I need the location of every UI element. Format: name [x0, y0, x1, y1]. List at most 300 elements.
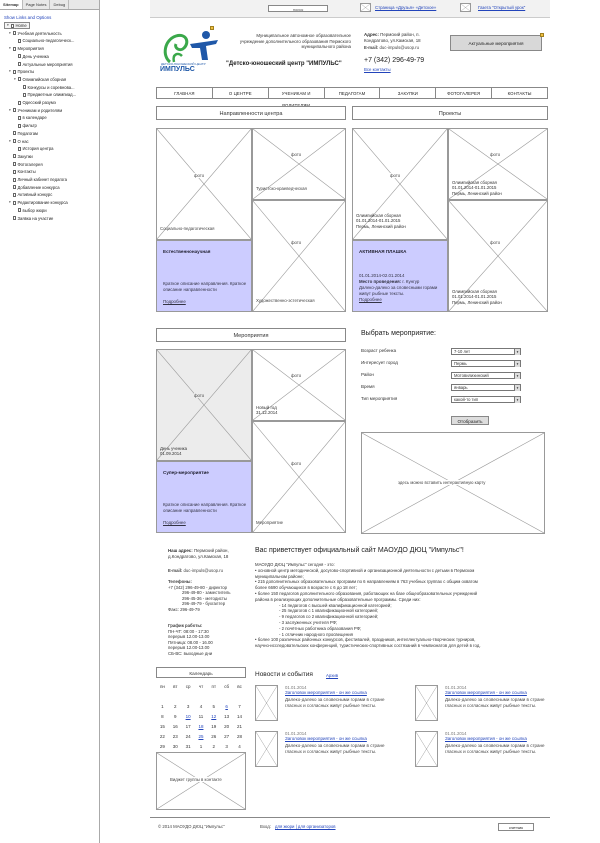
place-value: г. Кунгур: [402, 279, 420, 284]
project-title: Олимпийская сборная: [452, 289, 497, 294]
menu-item[interactable]: ЗАКУПКИ: [380, 88, 436, 98]
page-icon: [13, 185, 16, 189]
sitemap-item[interactable]: [9, 30, 62, 37]
schedule-line: перерыв 12.00-13.00: [168, 634, 210, 640]
menu-item[interactable]: О ЦЕНТРЕ: [213, 88, 269, 98]
sitemap-item-label: Конкурсы и соревнова...: [27, 84, 75, 90]
event-date: 31.12.2014: [256, 410, 278, 416]
filter-label: Интересует город: [361, 360, 398, 365]
sitemap-item-label: Мероприятия: [17, 46, 44, 52]
welcome-line: - 9 педагогов со 2 квалификационной категорией;: [279, 614, 379, 620]
address-text: Пермский район, д.Кондратово, ул.Камская, 18: [168, 548, 229, 559]
weekday-label: пт: [211, 683, 217, 689]
sitemap-item[interactable]: [14, 207, 47, 214]
event-info: [256, 405, 278, 416]
paper-link[interactable]: Газета "Открытый урок": [478, 5, 526, 10]
menu-item[interactable]: УЧЕНИКАМ И: [269, 88, 325, 98]
sitemap-item[interactable]: [19, 84, 75, 91]
sitemap-item-label: Контакты: [17, 169, 36, 175]
calendar-header: Календарь: [156, 667, 246, 678]
filter-row: [361, 384, 551, 392]
schedule-line: СБ-ВС: выходные дни: [168, 650, 213, 656]
address-label: Наш адрес:: [168, 548, 193, 553]
weekday-label: чт: [198, 683, 204, 689]
note-tag: [540, 33, 544, 37]
weekday-label: вс: [237, 683, 242, 689]
calendar-day[interactable]: 10: [185, 713, 191, 719]
directions-header: Направленности центра: [156, 106, 346, 120]
expand-toggle-icon[interactable]: ▾: [9, 107, 11, 112]
sitemap-item-label: в календаре: [22, 115, 47, 121]
news-headline-link[interactable]: Заголовок мероприятия - он же ссылка: [285, 690, 367, 695]
project-date: 01.01.2014-01.01.2015: [452, 185, 497, 191]
welcome-line: • более 100 различных районных конкурсов, фестивалей, праздников, интеллектуально-творческих турниров,: [255, 637, 476, 643]
welcome-line: • основной центр методической, досугово-спортивной и организационной деятельности с детьми в Пермском: [255, 567, 475, 573]
page-icon: [13, 201, 16, 205]
sitemap-item[interactable]: [9, 138, 29, 145]
filter-value: какой-то тип: [454, 397, 479, 402]
sitemap-item[interactable]: [14, 53, 49, 60]
page-icon: [13, 193, 16, 197]
sitemap-item-label: Проекты: [17, 69, 35, 75]
email-line: [364, 45, 419, 50]
filter-label: Тип мероприятия: [361, 396, 398, 401]
expand-toggle-icon[interactable]: ▾: [9, 69, 11, 74]
address-label: Адрес:: [364, 32, 379, 37]
welcome-line: МАОУДО ДЮЦ "Импульс" сегодня - это:: [255, 562, 335, 567]
email-text: duc-impuls@usop.ru: [183, 568, 224, 573]
photo-label: фото: [194, 173, 205, 178]
note-tag: [210, 26, 214, 30]
logo[interactable]: [160, 26, 220, 72]
calendar-day: [156, 691, 169, 701]
news-body: Далеко-далеко за словесными горами в стране гласных и согласных живут рыбные тексты.: [445, 697, 545, 708]
all-contacts-link[interactable]: Все контакты: [364, 67, 391, 72]
project-place: Пермь, Ленинский район: [356, 223, 406, 229]
page-icon: [13, 131, 16, 135]
calendar-day[interactable]: 9: [174, 713, 177, 719]
calendar-day[interactable]: 18: [198, 723, 204, 729]
news-date: 01.01.2014: [445, 685, 467, 690]
expand-toggle-icon[interactable]: ▾: [9, 30, 11, 35]
filter-select[interactable]: [451, 396, 521, 403]
page-icon: [13, 154, 16, 158]
sitemap-item[interactable]: [14, 145, 53, 152]
event-date: 01.09.2014: [160, 451, 182, 457]
sitemap-item[interactable]: [9, 184, 60, 191]
address-block: [364, 32, 446, 43]
calendar-head-row: [156, 681, 246, 691]
sitemap-panel: [0, 0, 100, 843]
filter-value: Пермь: [454, 361, 467, 366]
calendar-day: [207, 691, 220, 701]
sitemap-item[interactable]: [9, 168, 36, 175]
menu-item[interactable]: ГЛАВНАЯ: [157, 88, 213, 98]
calendar-week: [156, 711, 246, 721]
filter-value: Мотовилихинский: [454, 373, 489, 378]
sitemap-item-label: фильтр: [22, 123, 37, 129]
event-card-active[interactable]: [156, 461, 252, 533]
sitemap-item[interactable]: [14, 99, 56, 106]
calendar-day[interactable]: 27: [224, 733, 230, 739]
sitemap-item-label: Личный кабинет педагога: [17, 177, 67, 182]
sitemap-item[interactable]: [9, 68, 34, 75]
photo-label: фото: [490, 152, 501, 157]
project-place: Пермь, Ленинский район: [452, 299, 502, 305]
page-icon: [13, 70, 16, 74]
schedule-list: [168, 629, 213, 656]
expand-toggle-icon[interactable]: ▾: [9, 138, 11, 143]
photo-label: фото: [291, 152, 302, 157]
calendar-day[interactable]: 14: [237, 713, 243, 719]
sitemap-item-label: О нас: [17, 138, 29, 144]
social-photo[interactable]: [156, 128, 252, 240]
calendar-day[interactable]: 24: [185, 733, 191, 739]
sitemap-item-label: Актуальные мероприятия: [22, 61, 73, 67]
chevron-down-icon: ▾: [514, 349, 520, 355]
welcome-line: муниципальном районе;: [255, 573, 304, 579]
welcome-line: района в реализующих дополнительные образовательные программы. Среди них:: [255, 596, 421, 602]
calendar-day[interactable]: 25: [198, 733, 204, 739]
tourism-label: Туристско-краеведческая: [256, 186, 307, 191]
expand-toggle-icon[interactable]: ▾: [9, 200, 11, 205]
page-icon: [13, 108, 16, 112]
filter-label: Район: [361, 372, 374, 377]
phones-list: [168, 585, 231, 612]
news-item: [255, 685, 385, 725]
show-links-link[interactable]: Show Links and Options: [4, 15, 52, 20]
logo-text: ИМПУЛЬС: [160, 66, 195, 73]
calendar-day[interactable]: 23: [172, 733, 178, 739]
login-links[interactable]: для жюри | для организаторов: [275, 824, 336, 829]
page-icon: [13, 31, 16, 35]
calendar-day[interactable]: 2: [212, 743, 216, 749]
event-more-link[interactable]: Подробнее: [163, 520, 186, 525]
event-info: [160, 446, 187, 457]
photo-label: фото: [291, 240, 302, 245]
page-icon: [13, 139, 16, 143]
calendar-day[interactable]: 4: [238, 743, 241, 749]
project-card-title: АКТИВНАЯ ПЛАШКА: [359, 249, 407, 254]
schedule-line: ПН-ЧТ: 08:00 - 17:30: [168, 629, 209, 634]
sitemap-item[interactable]: [9, 45, 44, 52]
welcome-line: более 6690 обучающихся в возрасте с 6 до 18 лет;: [255, 585, 357, 591]
welcome-line: научно-исследовательских конференций, туристических-спортивных состязаний в чемпионатов для детей в год.: [255, 643, 481, 649]
sitemap-item[interactable]: [9, 107, 62, 114]
calendar-day[interactable]: 28: [237, 733, 243, 739]
calendar-day[interactable]: 17: [185, 723, 191, 729]
email-label: E-mail:: [364, 45, 379, 50]
welcome-text: [255, 562, 548, 649]
weekday-label: пн: [159, 683, 165, 689]
sitemap-item-label: Заявка на участие: [17, 215, 54, 221]
calendar-day[interactable]: 11: [198, 713, 204, 719]
news-headline-link[interactable]: Заголовок мероприятия - он же ссылка: [285, 736, 367, 741]
calendar-week: [156, 721, 246, 731]
login-label: Вход:: [260, 824, 271, 829]
calendar: [156, 681, 246, 759]
weekday-label: вт: [173, 683, 178, 689]
calendar-day: [182, 691, 195, 701]
project-info: [452, 289, 502, 305]
phone-line: Факс: 296-49-79: [168, 606, 200, 612]
filter-select[interactable]: [451, 360, 521, 367]
calendar-day[interactable]: 19: [211, 723, 217, 729]
page-icon: [18, 77, 21, 81]
friends-link[interactable]: Страница «Друзья» «Детское»: [375, 5, 437, 10]
paper-image: [460, 3, 471, 12]
calendar-day[interactable]: 7: [238, 703, 241, 709]
calendar-day[interactable]: 4: [199, 703, 203, 709]
project-title: Олимпийская сборная: [452, 180, 497, 185]
photo-label: фото: [490, 240, 501, 245]
news-thumbnail[interactable]: [415, 685, 438, 721]
filter-label: Возраст ребенка: [361, 348, 397, 353]
calendar-day[interactable]: 31: [185, 743, 191, 749]
page-icon: [13, 216, 16, 220]
news-body: Далеко-далеко за словесными горами в стране гласных и согласных живут рыбные тексты.: [285, 697, 385, 708]
email-text: duc-impuls@usop.ru: [379, 45, 420, 50]
page-icon: [18, 101, 21, 105]
phone-number: +7 (342) 296-49-79: [364, 57, 425, 64]
filter-row: [361, 372, 551, 380]
place-label: Место проведения:: [359, 279, 402, 284]
calendar-week: [156, 741, 246, 751]
menu-item[interactable]: ФОТОГАЛЕРЕЯ: [436, 88, 492, 98]
sitemap-item-label: История центра: [22, 146, 54, 152]
project-date: 01.01.2014-01.01.2015: [356, 218, 401, 224]
events-header: Мероприятия: [156, 328, 346, 342]
sitemap-item-label: Фотогалерея: [17, 161, 43, 167]
sitemap-item-label: Одесский разумэ: [22, 100, 56, 105]
calendar-day: [195, 691, 208, 701]
sitemap-tabs: [0, 0, 99, 10]
welcome-title: Вас приветствует официальный сайт МАОУДО ДЮЦ "Импульс"!: [255, 547, 464, 554]
filter-select[interactable]: [451, 384, 521, 391]
sitemap-item[interactable]: [9, 215, 53, 222]
chevron-down-icon: ▾: [514, 385, 520, 391]
news-body: Далеко-далеко за словесными горами в стране гласных и согласных живут рыбные тексты.: [445, 743, 545, 754]
filter-title: Выбрать мероприятие:: [361, 330, 436, 337]
news-headline-link[interactable]: Заголовок мероприятия - он же ссылка: [445, 736, 527, 741]
page-icon: [23, 85, 26, 89]
vk-widget-text: Виджет группы в контакте: [170, 777, 222, 782]
page-icon: [18, 39, 21, 43]
direction-card-active[interactable]: [156, 240, 252, 312]
calendar-day[interactable]: 8: [161, 713, 164, 719]
org-name: "Детско-юношеский центр "ИМПУЛЬС": [226, 61, 342, 67]
calendar-day[interactable]: 1: [199, 743, 203, 749]
calendar-day[interactable]: 26: [211, 733, 217, 739]
sitemap-item[interactable]: [9, 199, 68, 206]
calendar-day[interactable]: 12: [211, 713, 217, 719]
sitemap-item-label: Предметные олимпиад...: [27, 92, 77, 98]
welcome-line: - 2 почётных работника образования РФ;: [279, 625, 362, 631]
filter-row: [361, 360, 551, 368]
calendar-day[interactable]: 3: [186, 703, 190, 709]
chevron-down-icon: ▾: [514, 373, 520, 379]
sitemap-item[interactable]: [14, 37, 74, 44]
phone-line: 296-49-79 - бухгалтер: [182, 601, 226, 607]
page-icon: [13, 162, 16, 166]
sitemap-item[interactable]: [14, 114, 47, 121]
page-icon: [13, 47, 16, 51]
sitemap-item[interactable]: [19, 91, 76, 98]
direction-more-link[interactable]: Подробнее: [163, 299, 186, 304]
sitemap-item-label: Добавление конкурса: [17, 184, 60, 190]
filter-select[interactable]: [451, 372, 521, 379]
event-photo[interactable]: [252, 421, 346, 533]
news-item: [415, 685, 545, 725]
art-photo[interactable]: [252, 200, 346, 312]
address-text: Пермский район, п. Кондратово, ул.Камская, 18: [364, 32, 421, 43]
sitemap-item[interactable]: [9, 153, 33, 160]
archive-link[interactable]: Архив: [326, 673, 339, 678]
filter-row: [361, 396, 551, 404]
calendar-day[interactable]: 30: [172, 743, 178, 749]
event-photo[interactable]: [156, 349, 252, 461]
sitemap-item-label: выбор жюри: [22, 207, 47, 213]
sitemap-item[interactable]: [9, 161, 43, 168]
page-icon: [13, 170, 16, 174]
phones-label: Телефоны:: [168, 579, 192, 584]
calendar-day[interactable]: 15: [159, 723, 165, 729]
page-icon: [11, 24, 14, 28]
tab-debug[interactable]: Debug: [50, 0, 69, 9]
tab-page-notes[interactable]: Page Notes: [23, 0, 51, 9]
sitemap-item-label: Активный конкурс: [17, 192, 53, 198]
calendar-day[interactable]: 2: [174, 703, 177, 709]
news-thumbnail[interactable]: [255, 731, 278, 767]
project-more-link[interactable]: Подробнее: [359, 297, 382, 302]
page-icon: [13, 178, 16, 182]
project-info: [452, 180, 502, 196]
chevron-down-icon: ▾: [514, 361, 520, 367]
expand-toggle-icon[interactable]: ▾: [7, 23, 9, 27]
sitemap-item[interactable]: [14, 61, 73, 68]
map-text: здесь можно вставить интерактивную карту: [398, 480, 486, 485]
calendar-day[interactable]: 22: [159, 733, 165, 739]
welcome-line: • более 150 педагогов дополнительного образования, работающих на базе общеобразовательных учреждений: [255, 590, 477, 596]
calendar-week: [156, 691, 246, 701]
top-bar: [150, 0, 550, 18]
show-button[interactable]: Отобразить: [451, 416, 489, 425]
calendar-week: [156, 701, 246, 711]
sitemap-item[interactable]: [14, 76, 66, 83]
sitemap-item[interactable]: [9, 176, 67, 183]
contact-address: [168, 548, 254, 559]
sitemap-item-label: Редактирование конкурса: [17, 200, 68, 206]
sitemap-item-label: Home: [15, 23, 27, 28]
sitemap-item[interactable]: [4, 22, 30, 29]
photo-label: фото: [194, 393, 205, 398]
menu-item[interactable]: ПЕДАГОГАМ: [325, 88, 381, 98]
project-card-active[interactable]: [352, 240, 448, 312]
sitemap-item[interactable]: [9, 191, 52, 198]
contact-email: [168, 568, 223, 573]
welcome-line: - 3 заслуженных учителя РФ;: [279, 619, 338, 625]
calendar-day[interactable]: 3: [225, 743, 228, 749]
news-date: 01.01.2014: [285, 731, 307, 736]
counter-widget: счетчик: [498, 823, 534, 831]
calendar-day[interactable]: 20: [224, 723, 230, 729]
copyright: © 2014 МАОУДО ДЮЦ "Импульс": [158, 824, 225, 829]
project-card-date: 01.01.2014-02.01.2014: [359, 273, 405, 278]
welcome-line: • 215 дополнительных образовательных программ по 6 направлениям в 763 учебных группах с общим охватом: [255, 579, 478, 585]
search-input[interactable]: поиск: [268, 5, 328, 12]
page-icon: [18, 116, 21, 120]
org-description: Муниципальное автономное образовательное учреждение дополнительного образования Пермского муниципального района: [239, 33, 351, 49]
phone-line: +7 (342) 296-49-80 - директор: [168, 585, 228, 590]
welcome-line: - 14 педагогов с высшей квалификационной категорией;: [279, 602, 392, 608]
photo-label: фото: [291, 373, 302, 378]
news-body: Далеко-далеко за словесными горами в стране гласных и согласных живут рыбные тексты.: [285, 743, 385, 754]
calendar-day: [220, 691, 233, 701]
sitemap-item-label: Учебная деятельность: [17, 30, 62, 36]
weekday-label: сб: [224, 683, 230, 689]
calendar-day[interactable]: 29: [159, 743, 165, 749]
news-item: [415, 731, 545, 771]
news-thumbnail[interactable]: [415, 731, 438, 767]
menu-item[interactable]: КОНТАКТЫ: [507, 91, 532, 96]
page-icon: [18, 62, 21, 66]
event-title: Мероприятие: [256, 520, 283, 525]
news-item: [255, 731, 385, 771]
event-card-title: Супер-мероприятие: [163, 470, 209, 475]
news-headline-link[interactable]: Заголовок мероприятия - он же ссылка: [445, 690, 527, 695]
filter-label: Время: [361, 384, 375, 389]
news-thumbnail[interactable]: [255, 685, 278, 721]
event-title: День ученика: [160, 446, 188, 451]
calendar-day: [233, 691, 246, 701]
sitemap-item-label: Ученикам и родителям: [17, 107, 63, 113]
news-date: 01.01.2014: [285, 685, 307, 690]
calendar-day[interactable]: 5: [212, 703, 216, 709]
sitemap-item-label: Педагогам: [17, 130, 38, 136]
photo-label: фото: [291, 461, 302, 466]
schedule-label: График работы:: [168, 623, 203, 628]
page-icon: [18, 54, 21, 58]
sitemap-item[interactable]: [9, 130, 38, 137]
expand-toggle-icon[interactable]: ▾: [14, 76, 16, 81]
calendar-day[interactable]: 6: [225, 703, 228, 709]
calendar-day[interactable]: 13: [224, 713, 230, 719]
filter-value: январь: [454, 385, 468, 390]
chevron-down-icon: ▾: [514, 397, 520, 403]
direction-card-title: Естественнонаучная: [163, 249, 211, 254]
schedule-line: Пятница: 08.00 - 16.00: [168, 639, 213, 645]
sitemap-item-label: День ученика: [22, 53, 49, 59]
event-title: Новый год: [256, 405, 277, 410]
calendar-day[interactable]: 1: [161, 703, 164, 709]
weekday-label: ср: [185, 683, 191, 689]
expand-toggle-icon[interactable]: ▾: [9, 46, 11, 51]
project-card-desc: Далеко-далеко за словесными горами живут рыбные тексты.: [359, 285, 438, 296]
friends-image: [360, 3, 371, 12]
filter-select[interactable]: [451, 348, 521, 355]
sitemap-item[interactable]: [14, 122, 37, 129]
actual-events-button[interactable]: Актуальные мероприятия: [450, 35, 542, 51]
direction-card-desc: Краткое описание направления. Краткое описание направленности: [163, 281, 247, 292]
calendar-week: [156, 731, 246, 741]
tab-sitemap[interactable]: Sitemap: [0, 0, 23, 9]
photo-label: фото: [390, 173, 401, 178]
welcome-line: - 25 педагогов с 1 квалификационной категорией;: [279, 608, 379, 614]
news-date: 01.01.2014: [445, 731, 467, 736]
calendar-day[interactable]: 16: [172, 723, 178, 729]
sitemap-item-label: Закупки: [17, 153, 33, 159]
calendar-day[interactable]: 21: [237, 723, 243, 729]
